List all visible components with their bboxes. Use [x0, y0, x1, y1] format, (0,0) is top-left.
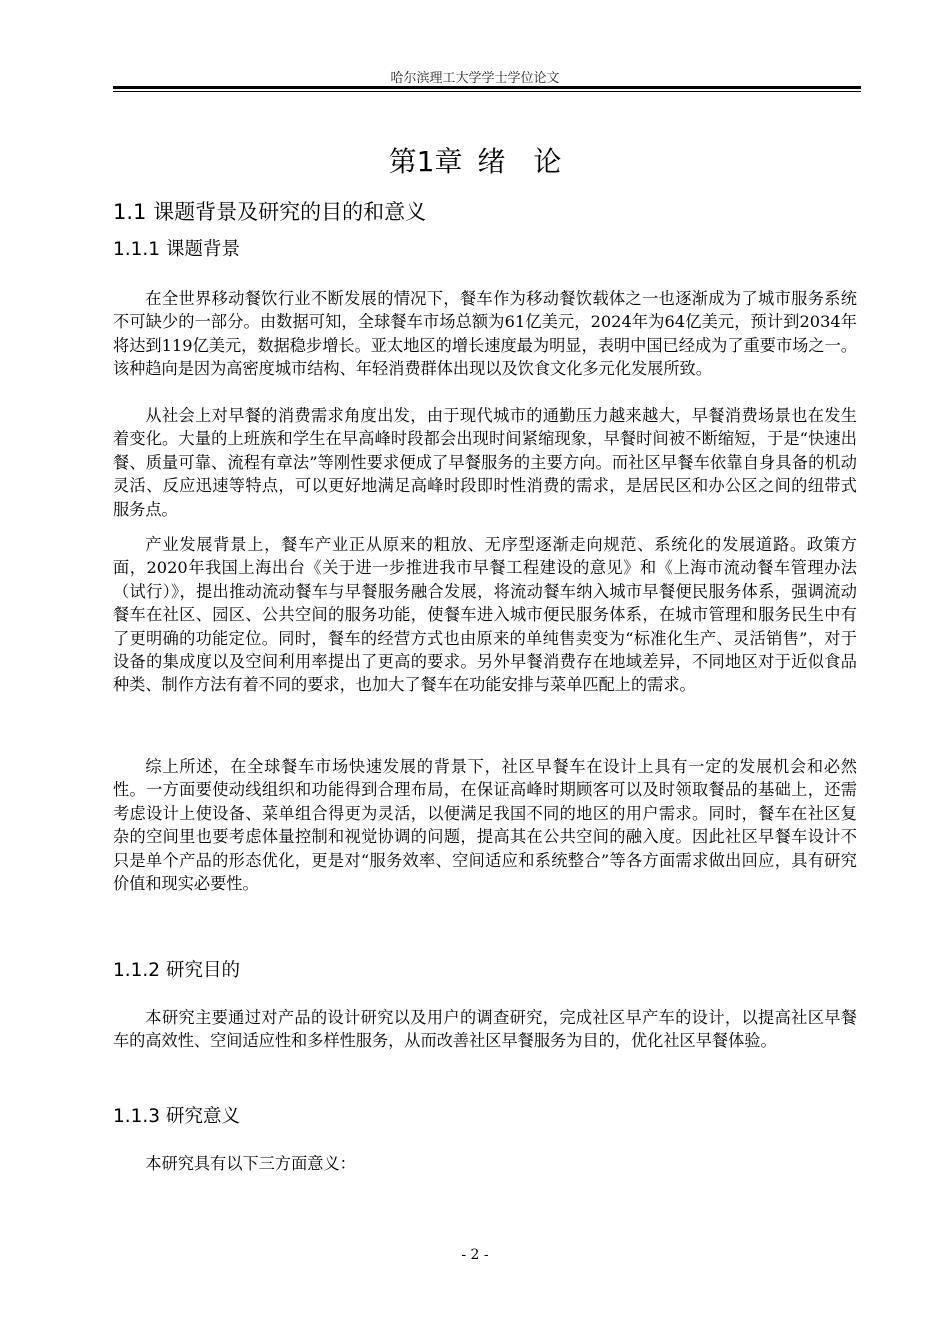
section-heading-1-1-3: 1.1.3 研究意义 — [113, 1106, 240, 1127]
paragraph-background-1: 在全世界移动餐饮行业不断发展的情况下，餐车作为移动餐饮载体之一也逐渐成为了城市服务系统不可缺少的一部分。由数据可知，全球餐车市场总额为61亿美元，2024年为64亿美元，预计到2034年将达到119亿美元，数据稳步增长。亚太地区的增长速度最为明显，表明中国已经成为了重要市场之一。该种趋向是因为高密度城市结构、年轻消费群体出现以及饮食文化多元化发展所致。 — [113, 289, 857, 379]
section-heading-1-1-2: 1.1.2 研究目的 — [113, 960, 240, 981]
paragraph-background-2: 从社会上对早餐的消费需求角度出发，由于现代城市的通勤压力越来越大，早餐消费场景也在发生着变化。大量的上班族和学生在早高峰时段都会出现时间紧缩现象，早餐时间被不断缩短，于是“快速出餐、质量可靠、流程有章法”等刚性要求便成了早餐服务的主要方向。而社区早餐车依靠自身具备的机动灵活、反应迅速等特点，可以更好地满足高峰时段即时性消费的需求，是居民区和办公区之间的纽带式服务点。 — [113, 406, 857, 519]
chapter-title: 第1章 绪 论 — [388, 145, 562, 178]
paragraph-background-3: 产业发展背景上，餐车产业正从原来的粗放、无序型逐渐走向规范、系统化的发展道路。政策方面，2020年我国上海出台《关于进一步推进我市早餐工程建设的意见》和《上海市流动餐车管理办法（试行）》，提出推动流动餐车与早餐服务融合发展，将流动餐车纳入城市早餐便民服务体系，强调流动餐车在社区、园区、公共空间的服务功能，使餐车进入城市便民服务体系，在城市管理和服务民生中有了更明确的功能定位。同时，餐车的经营方式也由原来的单纯售卖变为“标准化生产、灵活销售”，对于设备的集成度以及空间利用率提出了更高的要求。另外早餐消费存在地域差异，不同地区对于近似食品种类、制作方法有着不同的要求，也加大了餐车在功能安排与菜单匹配上的需求。 — [113, 535, 857, 695]
header-rule-thin — [113, 91, 861, 92]
section-heading-1-1: 1.1 课题背景及研究的目的和意义 — [113, 200, 427, 224]
paragraph-purpose: 本研究主要通过对产品的设计研究以及用户的调查研究，完成社区早产车的设计，以提高社区早餐车的高效性、空间适应性和多样性服务，从而改善社区早餐服务为目的，优化社区早餐体验。 — [113, 1008, 857, 1051]
header-rule — [113, 86, 861, 89]
paragraph-background-4: 综上所述，在全球餐车市场快速发展的背景下，社区早餐车在设计上具有一定的发展机会和必然性。一方面要使动线组织和功能得到合理布局，在保证高峰时期顾客可以及时领取餐品的基础上，还需考虑设计上使设备、菜单组合得更为灵活，以便满足我国不同的地区的用户需求。同时，餐车在社区复杂的空间里也要考虑体量控制和视觉协调的问题，提高其在公共空间的融入度。因此社区早餐车设计不只是单个产品的形态优化，更是对“服务效率、空间适应和系统整合”等各方面需求做出回应，具有研究价值和现实必要性。 — [113, 757, 857, 894]
paragraph-significance: 本研究具有以下三方面意义： — [145, 1154, 356, 1173]
running-header: 哈尔滨理工大学学士学位论文 — [390, 71, 560, 86]
section-heading-1-1-1: 1.1.1 课题背景 — [113, 239, 240, 260]
page-number: - 2 - — [461, 1247, 489, 1263]
